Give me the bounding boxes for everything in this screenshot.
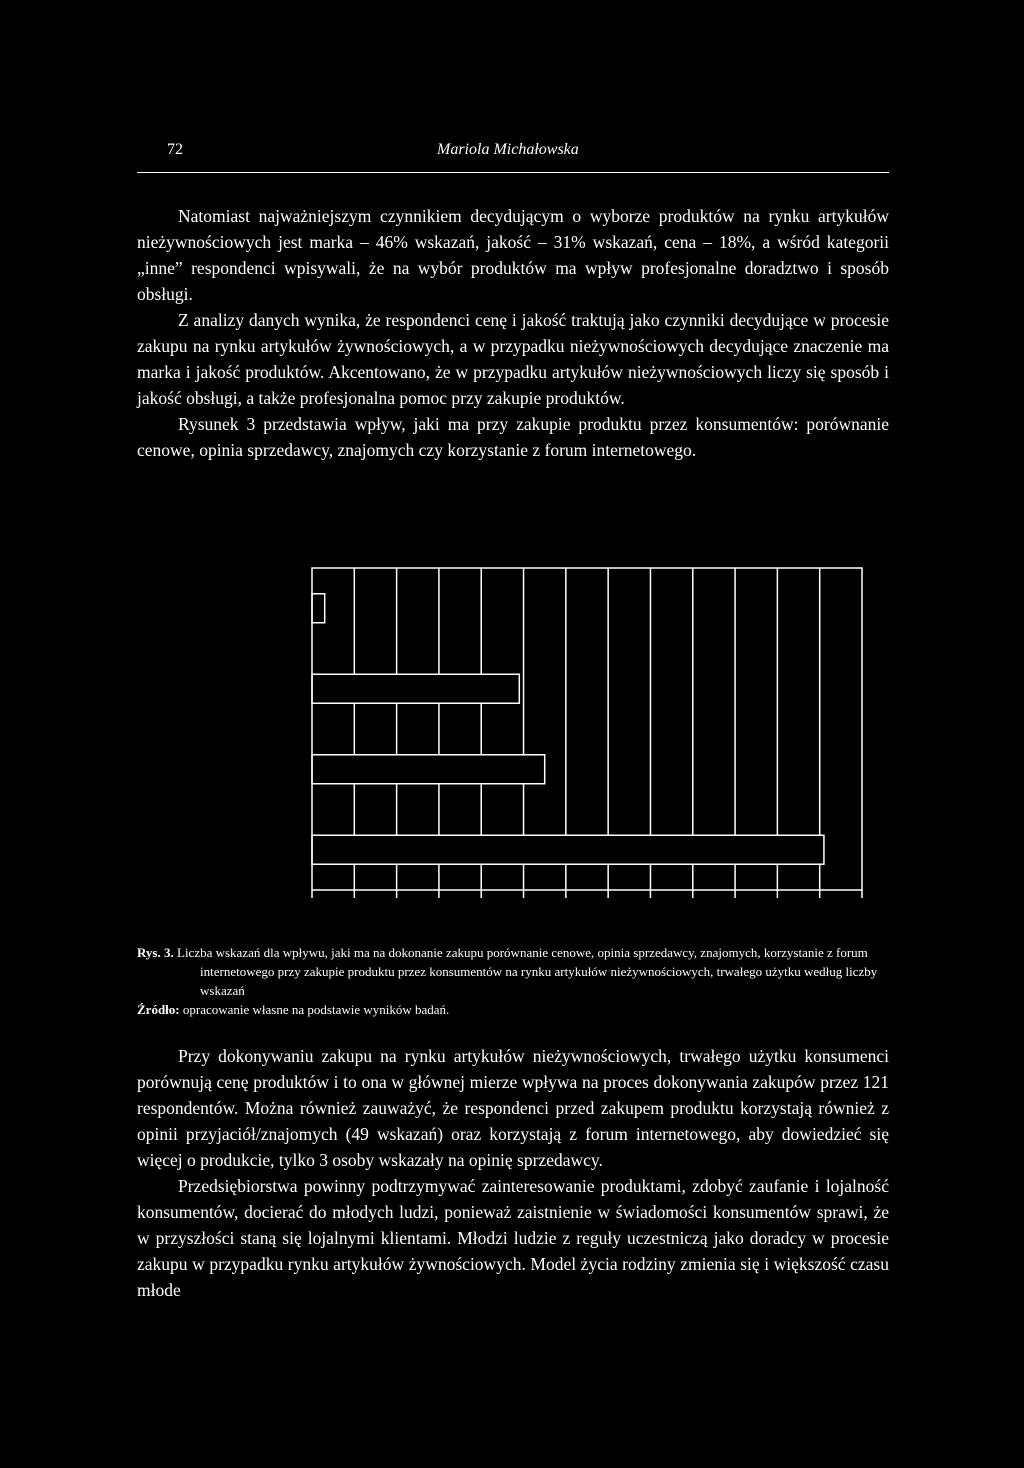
running-head-author: Mariola Michałowska xyxy=(437,141,579,158)
bar xyxy=(312,674,519,703)
bar xyxy=(312,835,824,864)
paragraph: Z analizy danych wynika, że respondenci cenę i jakość traktują jako czynniki decydujące w procesie zakupu na rynku artykułów żywnościowych, a w przypadku nieżywnościowych decydujące znaczenie ma marka i jakość produktów. Akcentowano, że w przypadku artykułów nieżywnościowych liczy się sposób i jakość obsługi, a także profesjonalna pomoc przy zakupie produktów. xyxy=(137,310,889,408)
figure-caption xyxy=(137,943,889,1019)
page-number: 72 xyxy=(167,141,183,158)
bar-chart xyxy=(306,566,866,902)
body-text-top xyxy=(137,203,889,463)
bar xyxy=(312,755,545,784)
source-label: Źródło: xyxy=(137,1002,180,1017)
source-text: opracowanie własne na podstawie wyników badań. xyxy=(182,1002,450,1017)
page-header xyxy=(137,138,889,173)
figure-chart xyxy=(306,566,866,902)
caption-figure xyxy=(137,943,889,1000)
caption-text: Liczba wskazań dla wpływu, jaki ma na dokonanie zakupu porównanie cenowe, opinia sprzedawcy, znajomych, korzystanie z forum internetowego przy zakupie produktu przez konsumentów na rynku artykułów nieżywnościowych, trwałego użytku według liczby wskazań xyxy=(177,945,878,998)
paragraph: Rysunek 3 przedstawia wpływ, jaki ma przy zakupie produktu przez konsumentów: porównanie cenowe, opinia sprzedawcy, znajomych czy korzystanie z forum internetowego. xyxy=(137,414,889,460)
paragraph: Przy dokonywaniu zakupu na rynku artykułów nieżywnościowych, trwałego użytku konsumenci porównują cenę produktów i to ona w głównej mierze wpływa na proces dokonywania zakupów przez 121 respondentów. Można również zauważyć, że respondenci przed zakupem produktu korzystają również z opinii przyjaciół/znajomych (49 wskazań) oraz korzystają z forum internetowego, aby dowiedzieć się więcej o produkcie, tylko 3 osoby wskazały na opinię sprzedawcy. xyxy=(137,1046,889,1170)
caption-label: Rys. 3. xyxy=(137,945,174,960)
paragraph: Natomiast najważniejszym czynnikiem decydującym o wyborze produktów na rynku artykułów nieżywnościowych jest marka – 46% wskazań, jakość – 31% wskazań, cena – 18%, a wśród kategorii „inne” respondenci wpisywali, że na wybór produktów ma wpływ profesjonalne doradztwo i sposób obsługi. xyxy=(137,206,889,304)
bar xyxy=(312,594,325,623)
caption-source xyxy=(137,1000,889,1019)
paragraph: Przedsiębiorstwa powinny podtrzymywać zainteresowanie produktami, zdobyć zaufanie i lojalność konsumentów, docierać do młodych ludzi, ponieważ zaistnienie w świadomości konsumentów sprawi, że w przyszłości staną się lojalnymi klientami. Młodzi ludzie z reguły uczestniczą jako doradcy w procesie zakupu w przypadku rynku artykułów żywnościowych. Model życia rodziny zmienia się i większość czasu młode xyxy=(137,1176,889,1300)
body-text-bottom xyxy=(137,1043,889,1303)
